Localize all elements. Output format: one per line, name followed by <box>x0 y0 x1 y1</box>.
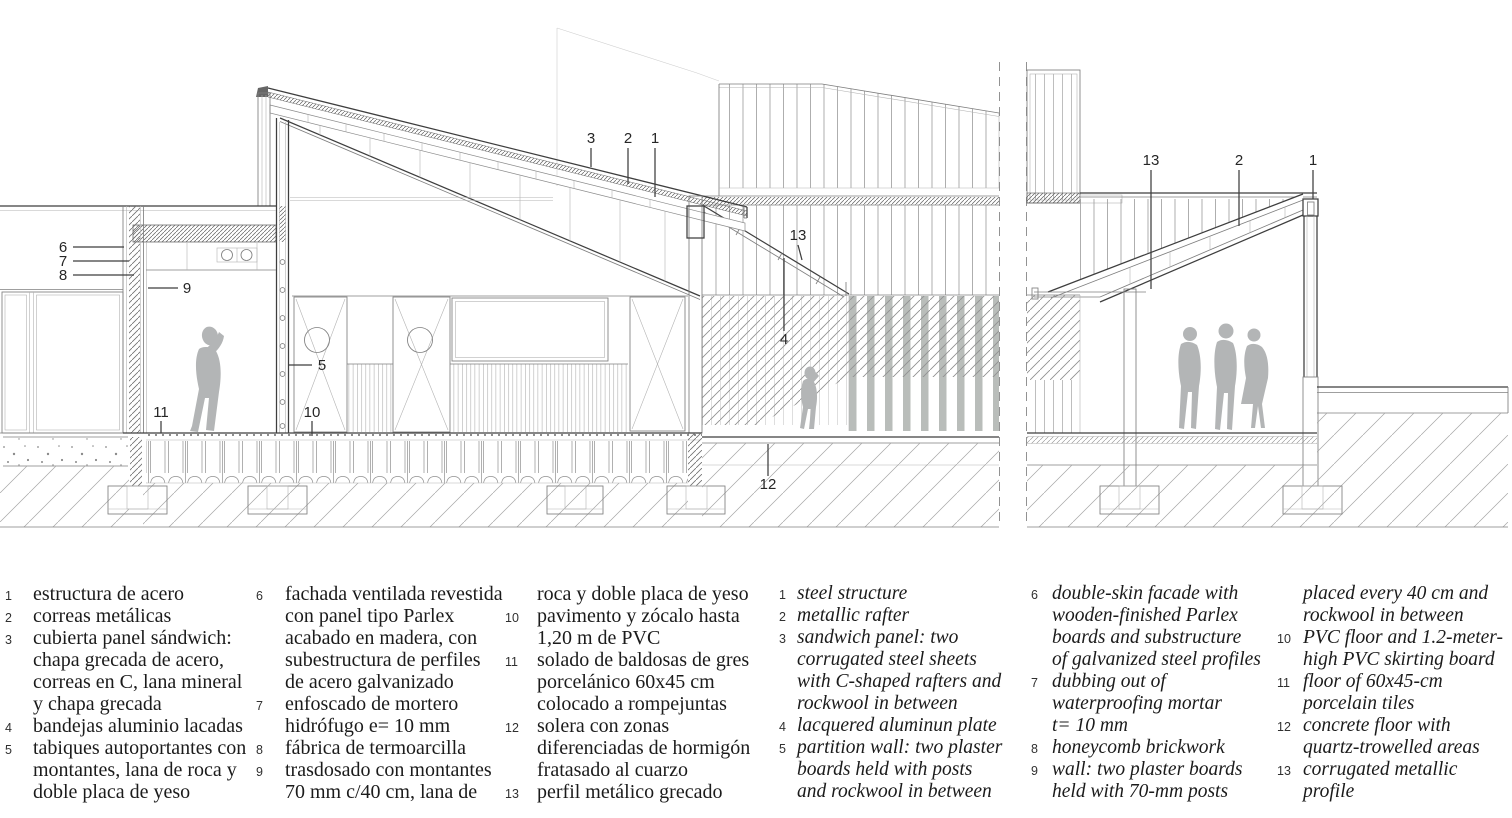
legend-item-text: roca y doble placa de yeso <box>537 583 749 605</box>
legend-item-line <box>505 781 750 803</box>
annex-windows-elevation <box>0 290 123 434</box>
legend-item-text: porcelain tiles <box>1303 693 1415 714</box>
legend-item-text: fachada ventilada revestida <box>285 583 503 605</box>
legend-item-number: 10 <box>1277 632 1291 646</box>
ground-hatch-right <box>1027 465 1317 527</box>
legend-item-text: and rockwool in between <box>797 781 992 802</box>
legend-item-line <box>1277 627 1503 649</box>
drawing-label: 6 <box>58 239 68 256</box>
legend-item-line <box>256 781 503 803</box>
drawing-label: 12 <box>759 476 777 493</box>
legend-item-text: boards held with posts <box>797 759 973 780</box>
floor-and-ground <box>0 433 999 527</box>
sanitary-floor-forms <box>146 441 688 483</box>
legend-item-line <box>256 759 503 781</box>
legend-item-line <box>779 759 1002 781</box>
legend-column-es-1 <box>5 583 246 803</box>
interior-window <box>452 298 608 361</box>
distant-building-outline <box>557 28 719 186</box>
section-break-lines <box>1000 62 1027 527</box>
legend-item-text: chapa grecada de acero, <box>33 649 224 671</box>
legend-item-number: 12 <box>505 721 519 735</box>
hall-right-wall <box>687 196 704 433</box>
legend-item-text: pavimento y zócalo hasta <box>537 605 740 627</box>
legend-item-number: 3 <box>779 632 786 646</box>
legend-item-text: bandejas aluminio lacadas <box>33 715 243 737</box>
legend-item-number: 1 <box>5 589 12 603</box>
legend-item-line <box>1277 759 1503 781</box>
legend-item-text: fábrica de termoarcilla <box>285 737 466 759</box>
legend-item-line <box>1031 671 1261 693</box>
legend-item-text: high PVC skirting board <box>1303 649 1495 670</box>
tall-wall-partition <box>277 118 289 433</box>
legend-item-text: hidrófugo e= 10 mm <box>285 715 451 737</box>
legend-item-line <box>5 605 246 627</box>
legend-item-line <box>505 583 750 605</box>
legend-item-line <box>1031 627 1261 649</box>
legend-item-line <box>256 693 503 715</box>
legend-item-text: tabiques autoportantes con <box>33 737 247 759</box>
legend-item-line <box>1031 583 1261 605</box>
legend-item-number: 12 <box>1277 720 1291 734</box>
legend-item-number: 4 <box>779 720 786 734</box>
drawing-label: 9 <box>182 280 192 297</box>
legend-item-line <box>256 627 503 649</box>
drawing-label: 11 <box>153 404 169 421</box>
legend-item-text: floor of 60x45-cm <box>1303 671 1443 692</box>
drawing-label: 5 <box>317 357 327 374</box>
legend-item-text: profile <box>1303 781 1355 802</box>
right-section <box>1027 70 1508 527</box>
legend-item-line <box>1277 649 1503 671</box>
legend-item-number: 7 <box>256 699 263 713</box>
legend-item-line <box>5 715 246 737</box>
legend-item-number: 8 <box>1031 742 1038 756</box>
legend-item-text: PVC floor and 1.2-meter- <box>1303 627 1503 648</box>
legend-item-line <box>779 737 1002 759</box>
legend-item-number: 2 <box>779 610 786 624</box>
interior-column <box>1124 289 1136 486</box>
legend-item-number: 4 <box>5 721 12 735</box>
legend-item-line <box>256 605 503 627</box>
tall-siding-panel <box>1027 70 1122 203</box>
pier-right-wall <box>688 433 702 486</box>
legend-item-line <box>1277 737 1503 759</box>
drawing-label: 13 <box>789 227 807 244</box>
legend-item-number: 5 <box>779 742 786 756</box>
porch-floor <box>1027 433 1317 465</box>
legend-item-line <box>1277 671 1503 693</box>
annex-roof-slab <box>133 225 276 242</box>
legend-item-text: solado de baldosas de gres <box>537 649 750 671</box>
legend-item-number: 6 <box>256 589 263 603</box>
legend-item-text: correas metálicas <box>33 605 172 627</box>
legend-item-text: partition wall: two plaster <box>797 737 1003 758</box>
drawing-label: 8 <box>58 267 68 284</box>
legend-item-line <box>5 781 246 803</box>
drawing-label: 1 <box>1308 152 1318 169</box>
legend-item-text: rockwool in between <box>797 693 958 714</box>
legend-item-line <box>5 627 246 649</box>
legend-item-text: estructura de acero <box>33 583 185 605</box>
legend-item-text: solera con zonas <box>537 715 670 737</box>
legend-item-line <box>779 781 1002 803</box>
legend-item-line <box>779 605 1002 627</box>
legend-item-text: colocado a rompejuntas <box>537 693 727 715</box>
legend-item-line <box>1031 715 1261 737</box>
legend-item-text: diferenciadas de hormigón <box>537 737 751 759</box>
legend-item-line <box>1277 583 1503 605</box>
legend-item-text: subestructura de perfiles <box>285 649 481 671</box>
louver-wall <box>702 295 999 431</box>
legend-item-number: 10 <box>505 611 519 625</box>
legend-item-text: montantes, lana de roca y <box>33 759 237 781</box>
legend-item-text: 1,20 m de PVC <box>537 627 661 649</box>
legend-item-text: of galvanized steel profiles <box>1052 649 1261 670</box>
legend-item-number: 7 <box>1031 676 1038 690</box>
pier-annex <box>130 437 142 486</box>
legend-item-line <box>505 649 750 671</box>
legend-item-line <box>256 715 503 737</box>
legend-item-line <box>505 671 750 693</box>
legend-item-text: steel structure <box>797 583 908 604</box>
legend-item-text: corrugated steel sheets <box>797 649 977 670</box>
legend-item-line <box>256 583 503 605</box>
drawing-label: 1 <box>650 130 660 147</box>
legend-item-text: honeycomb brickwork <box>1052 737 1225 758</box>
legend-item-text: metallic rafter <box>797 605 910 626</box>
legend-item-text: y chapa grecada <box>33 693 162 715</box>
background-building <box>719 84 999 196</box>
legend-item-number: 5 <box>5 743 12 757</box>
legend-column-es-3 <box>505 583 750 803</box>
legend-item-text: corrugated metallic <box>1303 759 1458 780</box>
legend-item-line <box>505 605 750 627</box>
legend-item-number: 3 <box>5 633 12 647</box>
legend-item-number: 13 <box>1277 764 1291 778</box>
stud-markers <box>280 260 285 429</box>
legend-item-text: quartz-trowelled areas <box>1303 737 1480 758</box>
legend-item-text: lacquered aluminun plate <box>797 715 997 736</box>
legend-item-line <box>505 627 750 649</box>
legend-item-line <box>505 715 750 737</box>
legend-item-line <box>779 671 1002 693</box>
exterior-slab-left <box>3 437 128 466</box>
legend-item-number: 2 <box>5 611 12 625</box>
raised-platform <box>1317 387 1508 527</box>
legend-item-text: sandwich panel: two <box>797 627 959 648</box>
legend-item-line <box>779 627 1002 649</box>
drawing-label: 7 <box>58 253 68 270</box>
left-strip-wall <box>1027 295 1080 433</box>
legend-item-number: 9 <box>1031 764 1038 778</box>
legend-item-text: placed every 40 cm and <box>1303 583 1489 604</box>
legend-item-text: t= 10 mm <box>1052 715 1128 736</box>
legend-item-text: porcelánico 60x45 cm <box>537 671 715 693</box>
legend-item-text: fratasado al cuarzo <box>537 759 689 781</box>
legend-item-line <box>256 649 503 671</box>
legend-item-number: 11 <box>505 655 518 669</box>
room-ceiling <box>146 243 276 270</box>
legend-item-line <box>779 715 1002 737</box>
annex <box>0 206 276 433</box>
legend-item-text: waterproofing mortar <box>1052 693 1222 714</box>
legend-item-line <box>256 737 503 759</box>
legend-item-text: wall: two plaster boards <box>1052 759 1243 780</box>
wall-beam-pocket <box>280 206 286 242</box>
legend-item-text: correas en C, lana mineral <box>33 671 243 693</box>
legend-item-number: 11 <box>1277 676 1290 690</box>
drawing-label: 10 <box>303 404 321 421</box>
legend-item-line <box>779 583 1002 605</box>
legend-item-text: double-skin facade with <box>1052 583 1239 604</box>
wainscot-1 <box>347 364 393 432</box>
legend-item-line <box>5 583 246 605</box>
legend-item-text: enfoscado de mortero <box>285 693 459 715</box>
legend-item-line <box>5 759 246 781</box>
legend-item-text: perfil metálico grecado <box>537 781 723 803</box>
drawing-label: 3 <box>586 130 596 147</box>
legend-item-line <box>1031 649 1261 671</box>
legend-item-line <box>5 737 246 759</box>
left-section <box>0 28 999 527</box>
legend-item-text: with C-shaped rafters and <box>797 671 1002 692</box>
legend-item-text: held with 70-mm posts <box>1052 781 1229 802</box>
legend-item-text: 70 mm c/40 cm, lana de <box>285 781 478 803</box>
legend-item-line <box>779 693 1002 715</box>
legend-item-line <box>1277 715 1503 737</box>
drawing-label: 2 <box>623 130 633 147</box>
legend-item-line <box>505 693 750 715</box>
legend-item-line <box>779 649 1002 671</box>
legend-item-text: doble placa de yeso <box>33 781 191 803</box>
door-2 <box>393 297 450 432</box>
drawing-label: 13 <box>1142 152 1160 169</box>
legend-item-line <box>1277 781 1503 803</box>
wainscot-2 <box>450 364 628 432</box>
legend-item-line <box>256 671 503 693</box>
legend-item-number: 13 <box>505 787 519 801</box>
legend-item-text: concrete floor with <box>1303 715 1451 736</box>
legend-item-text: de acero galvanizado <box>285 671 454 693</box>
drawing-label: 2 <box>1234 152 1244 169</box>
legend-item-line <box>1031 737 1261 759</box>
legend-item-line <box>1031 693 1261 715</box>
legend-item-line <box>1277 693 1503 715</box>
legend-item-number: 8 <box>256 743 263 757</box>
legend-column-en-3 <box>1277 583 1503 803</box>
legend-item-line <box>5 671 246 693</box>
main-roof <box>268 88 747 300</box>
ridge-fascia <box>256 86 270 206</box>
drawing-label: 4 <box>779 331 789 348</box>
legend-column-en-2 <box>1031 583 1261 803</box>
legend-item-text: boards and substructure <box>1052 627 1242 648</box>
legend-item-text: con panel tipo Parlex <box>285 605 455 627</box>
legend-column-en-1 <box>779 583 1002 803</box>
hall-interior <box>292 296 688 432</box>
legend-item-text: dubbing out of <box>1052 671 1166 692</box>
door-3 <box>630 297 685 431</box>
legend-item-line <box>5 649 246 671</box>
legend-item-line <box>1031 759 1261 781</box>
legend-item-text: acabado en madera, con <box>285 627 478 649</box>
legend-item-text: wooden-finished Parlex <box>1052 605 1238 626</box>
hall-upper-rail <box>290 198 553 201</box>
legend-item-line <box>1031 605 1261 627</box>
legend-item-text: cubierta panel sándwich: <box>33 627 232 649</box>
person-in-room <box>190 325 224 432</box>
legend-item-line <box>5 693 246 715</box>
legend-column-es-2 <box>256 583 503 803</box>
legend-item-text: rockwool in between <box>1303 605 1464 626</box>
legend-item-line <box>1031 781 1261 803</box>
legend-item-line <box>505 737 750 759</box>
legend-item-number: 9 <box>256 765 263 779</box>
people-group <box>1178 324 1268 431</box>
legend-item-line <box>505 759 750 781</box>
legend-item-line <box>1277 605 1503 627</box>
legend-item-number: 6 <box>1031 588 1038 602</box>
legend-item-text: trasdosado con montantes <box>285 759 492 781</box>
legend-item-number: 1 <box>779 588 786 602</box>
